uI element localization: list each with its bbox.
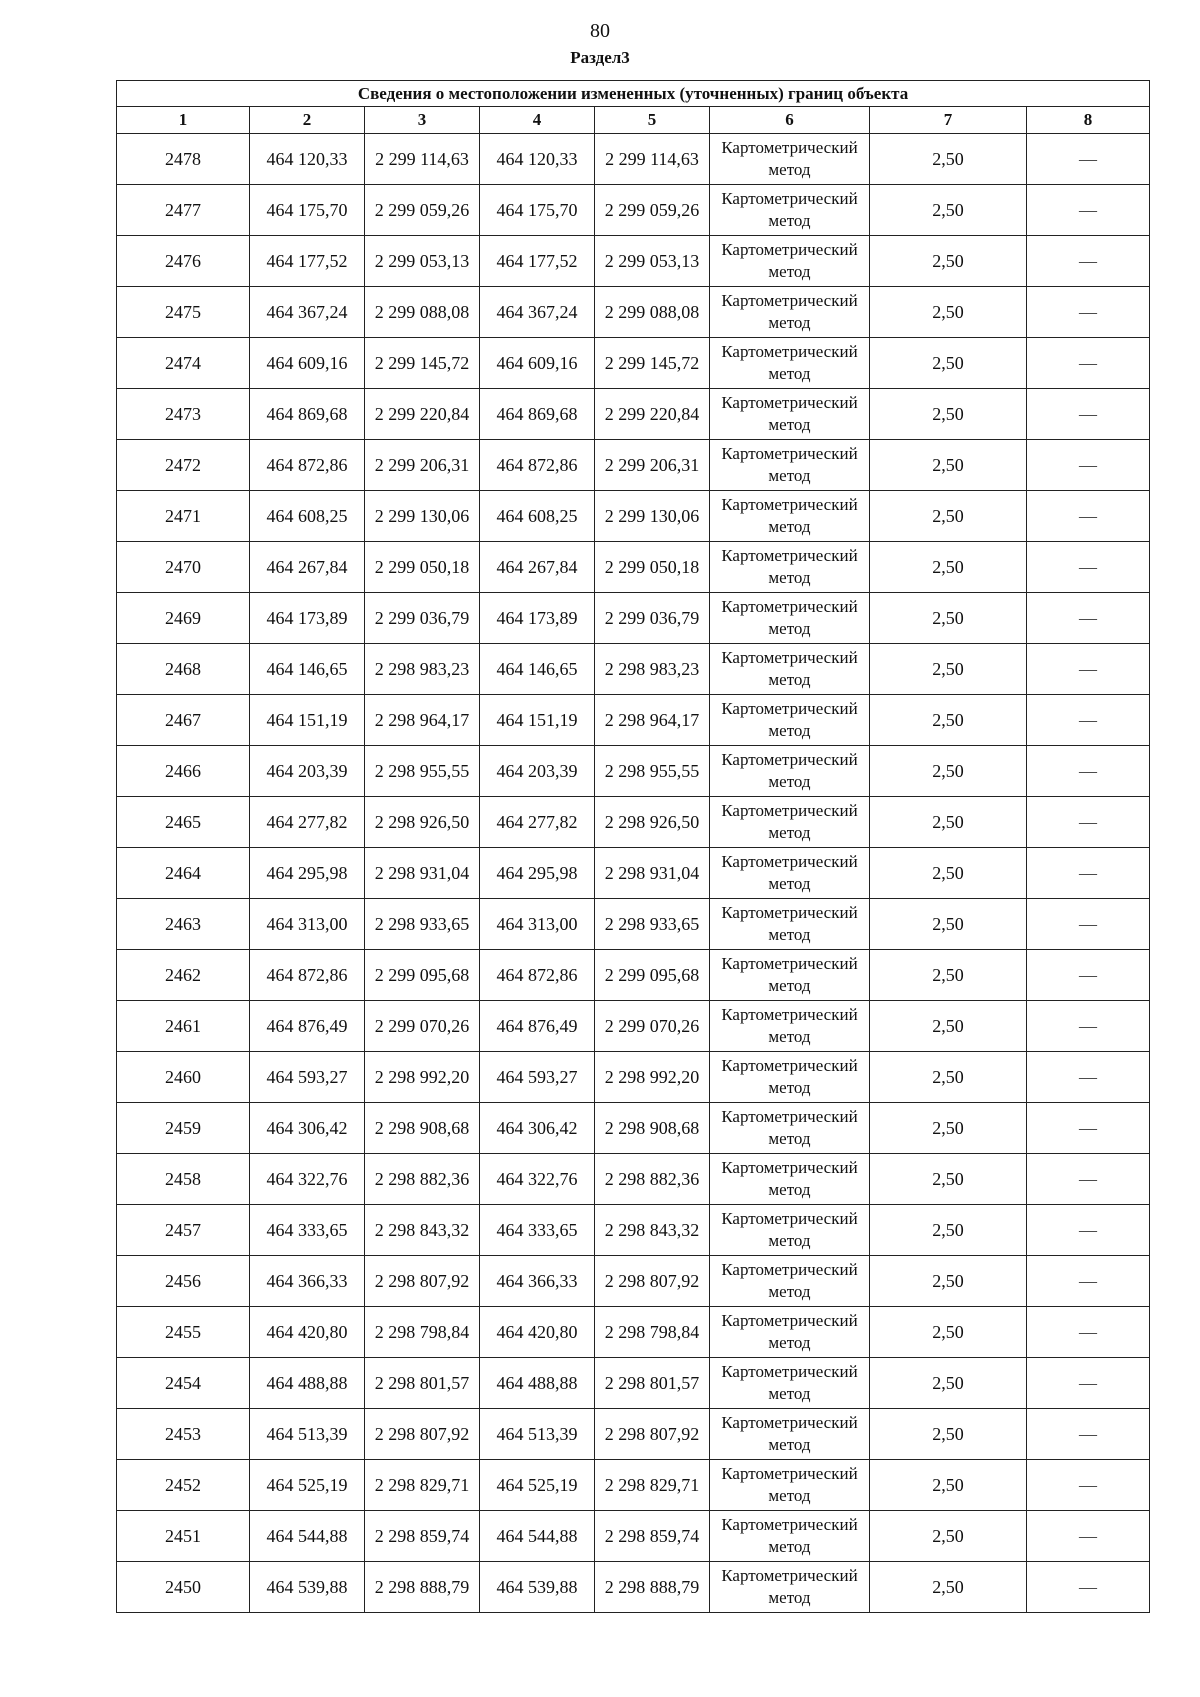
cell-y-new: 2 298 964,17 (595, 695, 710, 746)
cell-determination-method: Картометрический метод (710, 338, 870, 389)
cell-x-new: 464 609,16 (480, 338, 595, 389)
cell-x-old: 464 872,86 (250, 950, 365, 1001)
cell-description: — (1027, 593, 1150, 644)
cell-x-new: 464 544,88 (480, 1511, 595, 1562)
cell-x-new: 464 876,49 (480, 1001, 595, 1052)
cell-determination-method: Картометрический метод (710, 899, 870, 950)
column-header-5: 5 (595, 107, 710, 134)
table-row (117, 389, 1150, 440)
cell-accuracy: 2,50 (870, 1460, 1027, 1511)
cell-y-new: 2 299 206,31 (595, 440, 710, 491)
cell-y-old: 2 298 983,23 (365, 644, 480, 695)
cell-y-old: 2 298 807,92 (365, 1409, 480, 1460)
table-row (117, 185, 1150, 236)
cell-y-old: 2 298 955,55 (365, 746, 480, 797)
cell-y-new: 2 299 050,18 (595, 542, 710, 593)
cell-point-number: 2472 (117, 440, 250, 491)
cell-x-old: 464 876,49 (250, 1001, 365, 1052)
column-header-7: 7 (870, 107, 1027, 134)
cell-x-new: 464 151,19 (480, 695, 595, 746)
cell-description: — (1027, 1205, 1150, 1256)
cell-description: — (1027, 287, 1150, 338)
table-row (117, 491, 1150, 542)
cell-y-old: 2 299 130,06 (365, 491, 480, 542)
cell-accuracy: 2,50 (870, 899, 1027, 950)
cell-point-number: 2474 (117, 338, 250, 389)
table-row (117, 899, 1150, 950)
cell-accuracy: 2,50 (870, 1256, 1027, 1307)
cell-point-number: 2475 (117, 287, 250, 338)
cell-point-number: 2471 (117, 491, 250, 542)
cell-y-new: 2 299 070,26 (595, 1001, 710, 1052)
cell-y-new: 2 298 931,04 (595, 848, 710, 899)
cell-determination-method: Картометрический метод (710, 1052, 870, 1103)
table-row (117, 593, 1150, 644)
cell-y-old: 2 299 050,18 (365, 542, 480, 593)
cell-determination-method: Картометрический метод (710, 440, 870, 491)
cell-y-old: 2 298 964,17 (365, 695, 480, 746)
cell-x-old: 464 609,16 (250, 338, 365, 389)
cell-y-new: 2 299 095,68 (595, 950, 710, 1001)
cell-x-new: 464 277,82 (480, 797, 595, 848)
cell-accuracy: 2,50 (870, 440, 1027, 491)
cell-x-old: 464 513,39 (250, 1409, 365, 1460)
cell-accuracy: 2,50 (870, 185, 1027, 236)
cell-accuracy: 2,50 (870, 134, 1027, 185)
table-row (117, 134, 1150, 185)
cell-x-old: 464 544,88 (250, 1511, 365, 1562)
cell-x-old: 464 593,27 (250, 1052, 365, 1103)
cell-x-new: 464 173,89 (480, 593, 595, 644)
cell-x-old: 464 146,65 (250, 644, 365, 695)
cell-description: — (1027, 338, 1150, 389)
cell-point-number: 2468 (117, 644, 250, 695)
cell-accuracy: 2,50 (870, 389, 1027, 440)
cell-x-new: 464 322,76 (480, 1154, 595, 1205)
cell-x-old: 464 175,70 (250, 185, 365, 236)
cell-description: — (1027, 899, 1150, 950)
cell-accuracy: 2,50 (870, 1103, 1027, 1154)
cell-y-old: 2 298 908,68 (365, 1103, 480, 1154)
cell-accuracy: 2,50 (870, 797, 1027, 848)
cell-x-new: 464 539,88 (480, 1562, 595, 1613)
cell-description: — (1027, 389, 1150, 440)
table-row (117, 797, 1150, 848)
cell-y-old: 2 298 933,65 (365, 899, 480, 950)
cell-description: — (1027, 695, 1150, 746)
cell-accuracy: 2,50 (870, 1154, 1027, 1205)
cell-determination-method: Картометрический метод (710, 542, 870, 593)
cell-x-old: 464 306,42 (250, 1103, 365, 1154)
cell-determination-method: Картометрический метод (710, 185, 870, 236)
cell-y-old: 2 298 992,20 (365, 1052, 480, 1103)
column-header-1: 1 (117, 107, 250, 134)
cell-accuracy: 2,50 (870, 236, 1027, 287)
cell-point-number: 2459 (117, 1103, 250, 1154)
cell-description: — (1027, 644, 1150, 695)
cell-description: — (1027, 542, 1150, 593)
cell-description: — (1027, 1103, 1150, 1154)
cell-determination-method: Картометрический метод (710, 287, 870, 338)
cell-y-old: 2 298 843,32 (365, 1205, 480, 1256)
cell-determination-method: Картометрический метод (710, 746, 870, 797)
cell-point-number: 2467 (117, 695, 250, 746)
cell-description: — (1027, 746, 1150, 797)
cell-determination-method: Картометрический метод (710, 848, 870, 899)
cell-x-new: 464 367,24 (480, 287, 595, 338)
table-row (117, 848, 1150, 899)
cell-y-old: 2 299 036,79 (365, 593, 480, 644)
cell-x-new: 464 513,39 (480, 1409, 595, 1460)
cell-determination-method: Картометрический метод (710, 1511, 870, 1562)
cell-description: — (1027, 1511, 1150, 1562)
table-row (117, 746, 1150, 797)
cell-determination-method: Картометрический метод (710, 797, 870, 848)
cell-y-old: 2 298 859,74 (365, 1511, 480, 1562)
cell-y-old: 2 299 145,72 (365, 338, 480, 389)
section-title: Раздел3 (570, 48, 630, 67)
cell-y-old: 2 299 088,08 (365, 287, 480, 338)
cell-accuracy: 2,50 (870, 287, 1027, 338)
cell-point-number: 2454 (117, 1358, 250, 1409)
cell-y-new: 2 298 798,84 (595, 1307, 710, 1358)
cell-y-new: 2 298 955,55 (595, 746, 710, 797)
cell-y-new: 2 298 933,65 (595, 899, 710, 950)
cell-determination-method: Картометрический метод (710, 1358, 870, 1409)
cell-determination-method: Картометрический метод (710, 389, 870, 440)
column-header-2: 2 (250, 107, 365, 134)
cell-x-new: 464 146,65 (480, 644, 595, 695)
cell-accuracy: 2,50 (870, 1562, 1027, 1613)
cell-description: — (1027, 1307, 1150, 1358)
cell-description: — (1027, 1358, 1150, 1409)
cell-y-new: 2 298 859,74 (595, 1511, 710, 1562)
cell-description: — (1027, 185, 1150, 236)
cell-point-number: 2460 (117, 1052, 250, 1103)
cell-description: — (1027, 950, 1150, 1001)
column-header-8: 8 (1027, 107, 1150, 134)
table-row (117, 236, 1150, 287)
boundary-coordinates-table (116, 80, 1150, 1613)
cell-x-new: 464 872,86 (480, 440, 595, 491)
cell-accuracy: 2,50 (870, 746, 1027, 797)
cell-y-old: 2 298 798,84 (365, 1307, 480, 1358)
cell-y-new: 2 298 888,79 (595, 1562, 710, 1613)
table-row (117, 1409, 1150, 1460)
cell-determination-method: Картометрический метод (710, 1256, 870, 1307)
cell-x-old: 464 120,33 (250, 134, 365, 185)
cell-description: — (1027, 1001, 1150, 1052)
table-row (117, 695, 1150, 746)
cell-x-new: 464 295,98 (480, 848, 595, 899)
table-caption: Сведения о местоположении измененных (уточненных) границ объекта (117, 81, 1150, 107)
cell-x-old: 464 203,39 (250, 746, 365, 797)
cell-determination-method: Картометрический метод (710, 1103, 870, 1154)
table-row (117, 644, 1150, 695)
cell-x-new: 464 306,42 (480, 1103, 595, 1154)
cell-y-new: 2 298 908,68 (595, 1103, 710, 1154)
cell-point-number: 2464 (117, 848, 250, 899)
cell-y-new: 2 298 882,36 (595, 1154, 710, 1205)
page-number: 80 (590, 20, 610, 42)
table-row (117, 1052, 1150, 1103)
cell-point-number: 2465 (117, 797, 250, 848)
cell-x-new: 464 175,70 (480, 185, 595, 236)
cell-determination-method: Картометрический метод (710, 950, 870, 1001)
cell-determination-method: Картометрический метод (710, 134, 870, 185)
cell-x-old: 464 872,86 (250, 440, 365, 491)
cell-accuracy: 2,50 (870, 644, 1027, 695)
cell-point-number: 2473 (117, 389, 250, 440)
cell-determination-method: Картометрический метод (710, 1205, 870, 1256)
cell-y-old: 2 298 829,71 (365, 1460, 480, 1511)
table-row (117, 1511, 1150, 1562)
cell-x-old: 464 539,88 (250, 1562, 365, 1613)
table-row (117, 1358, 1150, 1409)
cell-accuracy: 2,50 (870, 1205, 1027, 1256)
cell-determination-method: Картометрический метод (710, 1307, 870, 1358)
column-header-4: 4 (480, 107, 595, 134)
cell-x-new: 464 869,68 (480, 389, 595, 440)
cell-x-old: 464 869,68 (250, 389, 365, 440)
cell-x-new: 464 525,19 (480, 1460, 595, 1511)
cell-accuracy: 2,50 (870, 950, 1027, 1001)
cell-y-new: 2 299 145,72 (595, 338, 710, 389)
cell-determination-method: Картометрический метод (710, 236, 870, 287)
cell-x-old: 464 173,89 (250, 593, 365, 644)
cell-x-old: 464 313,00 (250, 899, 365, 950)
cell-determination-method: Картометрический метод (710, 695, 870, 746)
cell-point-number: 2462 (117, 950, 250, 1001)
cell-x-new: 464 488,88 (480, 1358, 595, 1409)
cell-point-number: 2466 (117, 746, 250, 797)
cell-x-new: 464 420,80 (480, 1307, 595, 1358)
cell-description: — (1027, 440, 1150, 491)
cell-y-old: 2 299 095,68 (365, 950, 480, 1001)
cell-point-number: 2477 (117, 185, 250, 236)
cell-x-new: 464 267,84 (480, 542, 595, 593)
cell-y-new: 2 299 088,08 (595, 287, 710, 338)
table-body (117, 134, 1150, 1613)
cell-y-new: 2 298 807,92 (595, 1409, 710, 1460)
cell-determination-method: Картометрический метод (710, 1562, 870, 1613)
cell-x-new: 464 313,00 (480, 899, 595, 950)
cell-y-new: 2 299 130,06 (595, 491, 710, 542)
cell-description: — (1027, 848, 1150, 899)
cell-description: — (1027, 236, 1150, 287)
cell-determination-method: Картометрический метод (710, 1001, 870, 1052)
cell-description: — (1027, 1562, 1150, 1613)
cell-x-old: 464 277,82 (250, 797, 365, 848)
cell-y-new: 2 298 801,57 (595, 1358, 710, 1409)
cell-determination-method: Картометрический метод (710, 1154, 870, 1205)
cell-description: — (1027, 491, 1150, 542)
cell-y-old: 2 298 882,36 (365, 1154, 480, 1205)
cell-x-old: 464 420,80 (250, 1307, 365, 1358)
cell-accuracy: 2,50 (870, 1052, 1027, 1103)
cell-accuracy: 2,50 (870, 848, 1027, 899)
cell-determination-method: Картометрический метод (710, 1460, 870, 1511)
table-row (117, 1205, 1150, 1256)
cell-x-new: 464 366,33 (480, 1256, 595, 1307)
cell-x-new: 464 333,65 (480, 1205, 595, 1256)
cell-accuracy: 2,50 (870, 695, 1027, 746)
cell-point-number: 2451 (117, 1511, 250, 1562)
cell-point-number: 2456 (117, 1256, 250, 1307)
cell-accuracy: 2,50 (870, 542, 1027, 593)
cell-y-old: 2 298 931,04 (365, 848, 480, 899)
cell-y-old: 2 298 807,92 (365, 1256, 480, 1307)
cell-description: — (1027, 1154, 1150, 1205)
cell-x-old: 464 295,98 (250, 848, 365, 899)
cell-accuracy: 2,50 (870, 491, 1027, 542)
cell-point-number: 2450 (117, 1562, 250, 1613)
table-row (117, 542, 1150, 593)
cell-point-number: 2453 (117, 1409, 250, 1460)
cell-x-old: 464 366,33 (250, 1256, 365, 1307)
cell-y-new: 2 298 926,50 (595, 797, 710, 848)
cell-y-new: 2 299 220,84 (595, 389, 710, 440)
column-header-6: 6 (710, 107, 870, 134)
cell-x-old: 464 177,52 (250, 236, 365, 287)
table-row (117, 1307, 1150, 1358)
cell-x-new: 464 177,52 (480, 236, 595, 287)
cell-point-number: 2470 (117, 542, 250, 593)
cell-y-new: 2 299 036,79 (595, 593, 710, 644)
cell-description: — (1027, 1256, 1150, 1307)
cell-description: — (1027, 134, 1150, 185)
cell-determination-method: Картометрический метод (710, 491, 870, 542)
cell-x-old: 464 333,65 (250, 1205, 365, 1256)
cell-description: — (1027, 1460, 1150, 1511)
cell-accuracy: 2,50 (870, 1409, 1027, 1460)
cell-determination-method: Картометрический метод (710, 1409, 870, 1460)
table-row (117, 950, 1150, 1001)
cell-point-number: 2457 (117, 1205, 250, 1256)
table-row (117, 1256, 1150, 1307)
cell-x-new: 464 203,39 (480, 746, 595, 797)
cell-point-number: 2463 (117, 899, 250, 950)
cell-point-number: 2461 (117, 1001, 250, 1052)
cell-x-old: 464 367,24 (250, 287, 365, 338)
cell-y-new: 2 298 983,23 (595, 644, 710, 695)
cell-y-new: 2 299 114,63 (595, 134, 710, 185)
cell-y-old: 2 299 053,13 (365, 236, 480, 287)
cell-accuracy: 2,50 (870, 1307, 1027, 1358)
cell-y-old: 2 298 888,79 (365, 1562, 480, 1613)
cell-x-new: 464 120,33 (480, 134, 595, 185)
table-row (117, 1460, 1150, 1511)
cell-x-new: 464 872,86 (480, 950, 595, 1001)
cell-determination-method: Картометрический метод (710, 644, 870, 695)
cell-y-old: 2 298 801,57 (365, 1358, 480, 1409)
cell-y-old: 2 299 070,26 (365, 1001, 480, 1052)
cell-y-new: 2 298 829,71 (595, 1460, 710, 1511)
table-row (117, 1103, 1150, 1154)
cell-description: — (1027, 1052, 1150, 1103)
cell-accuracy: 2,50 (870, 1511, 1027, 1562)
cell-point-number: 2452 (117, 1460, 250, 1511)
cell-point-number: 2469 (117, 593, 250, 644)
cell-determination-method: Картометрический метод (710, 593, 870, 644)
table-row (117, 338, 1150, 389)
cell-point-number: 2476 (117, 236, 250, 287)
cell-description: — (1027, 1409, 1150, 1460)
table-row (117, 1562, 1150, 1613)
column-header-row (117, 107, 1150, 134)
cell-description: — (1027, 797, 1150, 848)
column-header-3: 3 (365, 107, 480, 134)
cell-accuracy: 2,50 (870, 1358, 1027, 1409)
cell-y-new: 2 299 053,13 (595, 236, 710, 287)
cell-x-old: 464 322,76 (250, 1154, 365, 1205)
cell-y-old: 2 299 059,26 (365, 185, 480, 236)
cell-point-number: 2458 (117, 1154, 250, 1205)
cell-x-new: 464 593,27 (480, 1052, 595, 1103)
cell-y-old: 2 299 114,63 (365, 134, 480, 185)
cell-y-new: 2 298 992,20 (595, 1052, 710, 1103)
cell-x-new: 464 608,25 (480, 491, 595, 542)
cell-y-new: 2 298 807,92 (595, 1256, 710, 1307)
cell-accuracy: 2,50 (870, 338, 1027, 389)
cell-accuracy: 2,50 (870, 1001, 1027, 1052)
table-row (117, 287, 1150, 338)
cell-accuracy: 2,50 (870, 593, 1027, 644)
cell-x-old: 464 525,19 (250, 1460, 365, 1511)
cell-y-old: 2 298 926,50 (365, 797, 480, 848)
cell-y-old: 2 299 206,31 (365, 440, 480, 491)
table-row (117, 1001, 1150, 1052)
cell-point-number: 2478 (117, 134, 250, 185)
cell-x-old: 464 608,25 (250, 491, 365, 542)
cell-x-old: 464 151,19 (250, 695, 365, 746)
table-row (117, 440, 1150, 491)
cell-y-old: 2 299 220,84 (365, 389, 480, 440)
cell-y-new: 2 298 843,32 (595, 1205, 710, 1256)
cell-y-new: 2 299 059,26 (595, 185, 710, 236)
cell-x-old: 464 267,84 (250, 542, 365, 593)
cell-x-old: 464 488,88 (250, 1358, 365, 1409)
table-row (117, 1154, 1150, 1205)
cell-point-number: 2455 (117, 1307, 250, 1358)
